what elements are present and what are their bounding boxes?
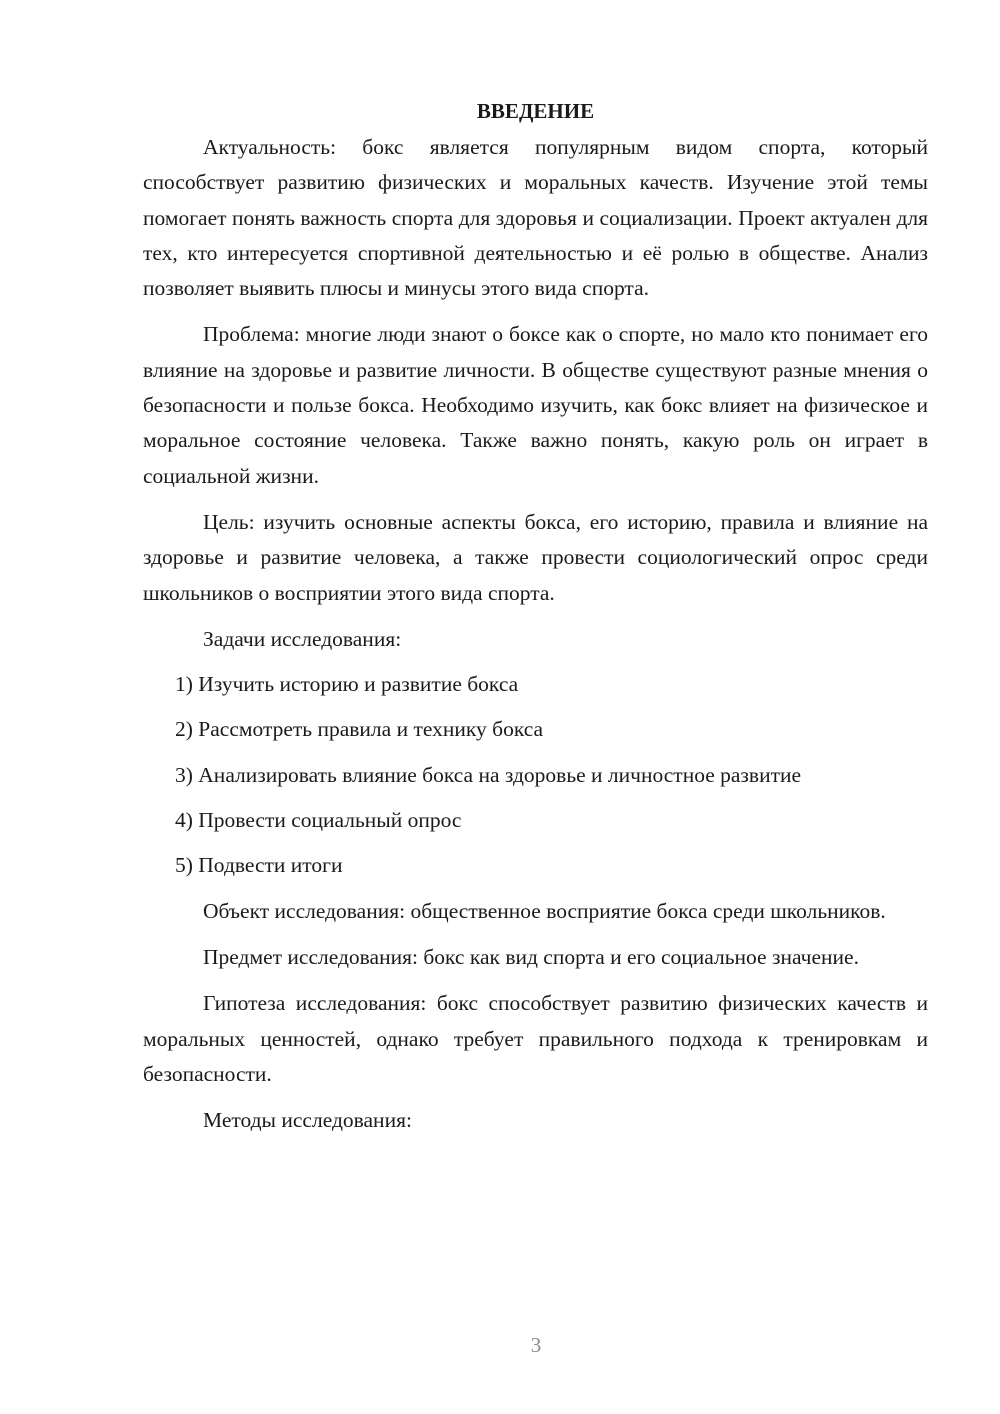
paragraph-hypothesis: Гипотеза исследования: бокс способствует развитию физических качеств и моральных ценностей, однако требует правильного подхода к тренировкам и безопасности. (143, 991, 928, 1086)
paragraph-relevance: Актуальность: бокс является популярным видом спорта, который способствует развитию физических и моральных качеств. Изучение этой темы помогает понять важность спорта для здоровья и социализации. Проект актуален для тех, кто интересуется спортивной деятельностью и её ролью в обществе. Анализ позволяет выявить плюсы и минусы этого вида спорта. (143, 135, 928, 301)
list-item: 3) Анализировать влияние бокса на здоровье и личностное развитие (175, 762, 802, 787)
list-item: 4) Провести социальный опрос (175, 808, 462, 833)
methods-heading: Методы исследования: (203, 1108, 412, 1133)
list-item: 5) Подвести итоги (175, 853, 343, 878)
tasks-list (143, 667, 928, 883)
paragraph-goal: Цель: изучить основные аспекты бокса, его историю, правила и влияние на здоровье и развитие человека, а также провести социологический опрос среди школьников о восприятии этого вида спорта. (143, 509, 928, 605)
tasks-heading: Задачи исследования: (203, 626, 402, 651)
list-item: 2) Рассмотреть правила и технику бокса (175, 717, 544, 742)
page-title: ВВЕДЕНИЕ (476, 99, 595, 123)
page-number: 3 (530, 1333, 542, 1357)
paragraph-problem: Проблема: многие люди знают о боксе как о спорте, но мало кто понимает его влияние на здоровье и развитие личности. В обществе существуют разные мнения о безопасности и пользе бокса. Необходимо изучить, как бокс влияет на физическое и моральное состояние человека. Также важно понять, какую роль он играет в социальной жизни. (143, 322, 928, 488)
document-page (143, 96, 928, 1148)
paragraph-object: Объект исследования: общественное восприятие бокса среди школьников. (203, 898, 886, 923)
list-item: 1) Изучить историю и развитие бокса (175, 672, 519, 697)
paragraph-subject: Предмет исследования: бокс как вид спорта и его социальное значение. (203, 944, 859, 969)
